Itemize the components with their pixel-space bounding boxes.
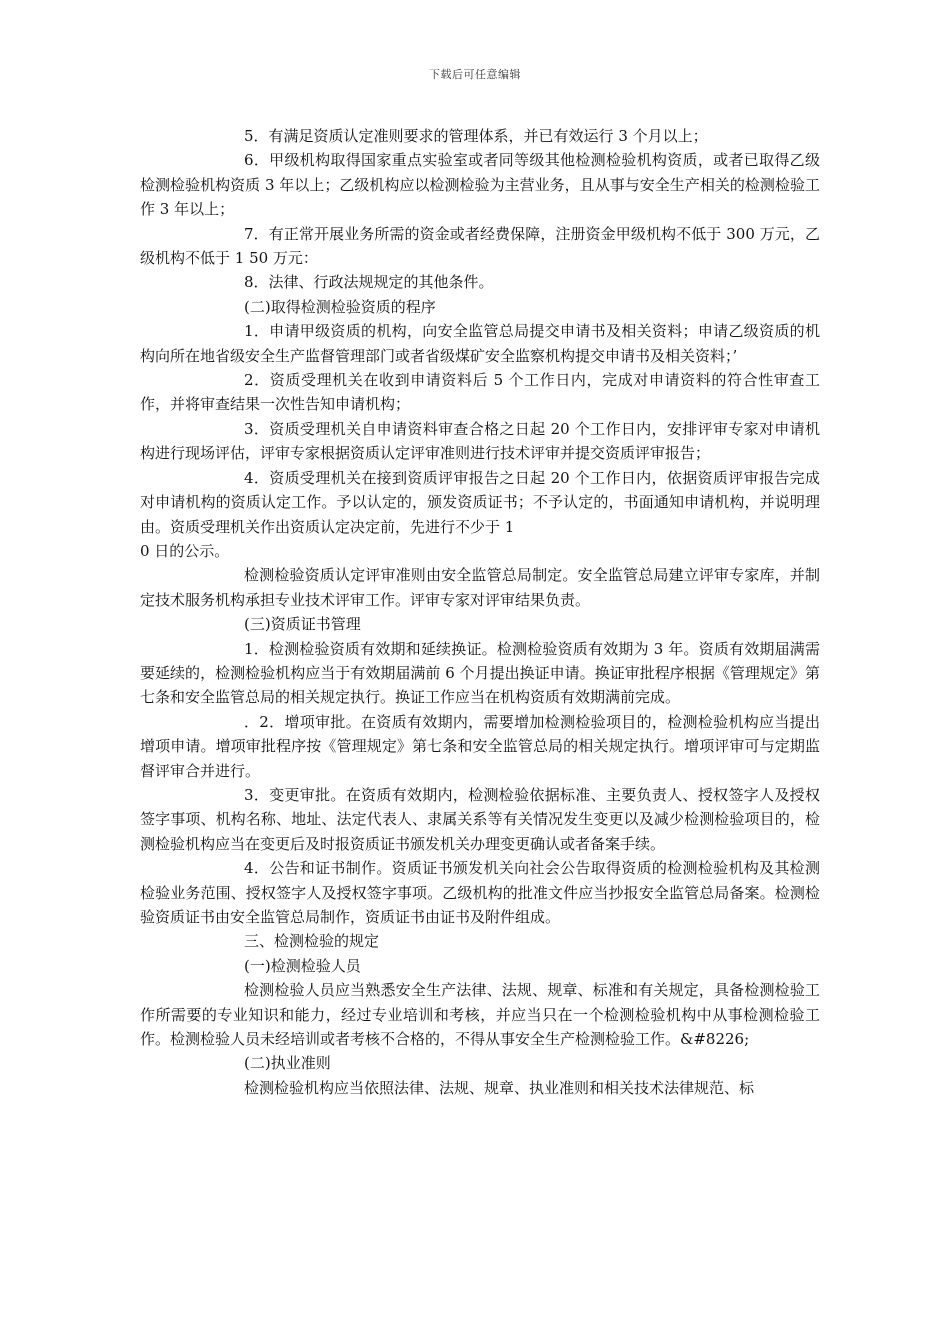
paragraph: 6．甲级机构取得国家重点实验室或者同等级其他检测检验机构资质，或者已取得乙级检测检验机构资质 3 年以上；乙级机构应以检测检验为主营业务，且从事与安全生产相关的检测检验工作 3 年以上； [140, 151, 820, 219]
paragraph: 7．有正常开展业务所需的资金或者经费保障，注册资金甲级机构不低于 300 万元，乙级机构不低于 1 50 万元： [140, 224, 820, 268]
paragraph: 3．资质受理机关自申请资料审查合格之日起 20 个工作日内，安排评审专家对申请机构进行现场评估，评审专家根据资质认定评审准则进行技术评审并提交资质评审报告； [140, 419, 820, 463]
paragraph: 检测检验人员应当熟悉安全生产法律、法规、规章、标准和有关规定，具备检测检验工作所需要的专业知识和能力，经过专业培训和考核，并应当只在一个检测检验机构中从事检测检验工作。检测检验人员未经培训或者考核不合格的，不得从事安全生产检测检验工作。&#8226; [140, 981, 820, 1049]
paragraph: 4．公告和证书制作。资质证书颁发机关向社会公告取得资质的检测检验机构及其检测检验业务范围、授权签字人及授权签字事项。乙级机构的批准文件应当抄报安全监管总局备案。检测检验资质证书由安全监管总局制作，资质证书由证书及附件组成。 [140, 859, 820, 926]
paragraph: ．2．增项审批。在资质有效期内，需要增加检测检验项目的，检测检验机构应当提出增项申请。增项审批程序按《管理规定》第七条和安全监管总局的相关规定执行。增项评审可与定期监督评审合并进行。 [140, 712, 820, 780]
paragraph: 8．法律、行政法规规定的其他条件。 [244, 273, 494, 292]
paragraph: (一)检测检验人员 [244, 956, 361, 975]
paragraph: 检测检验资质认定评审准则由安全监管总局制定。安全监管总局建立评审专家库，并制定技术服务机构承担专业技术评审工作。评审专家对评审结果负责。 [140, 566, 820, 609]
paragraph: 4．资质受理机关在接到资质评审报告之日起 20 个工作日内，依据资质评审报告完成对申请机构的资质认定工作。予以认定的，颁发资质证书；不予认定的，书面通知申请机构，并说明理由。资质受理机关作出资质认定决定前，先进行不少于 1 [140, 468, 820, 536]
paragraph: (三)资质证书管理 [244, 615, 361, 634]
paragraph: (二)执业准则 [244, 1054, 331, 1073]
paragraph: 0 日的公示。 [140, 541, 230, 560]
paragraph: (二)取得检测检验资质的程序 [244, 297, 436, 316]
paragraph: 2．资质受理机关在收到申请资料后 5 个工作日内，完成对申请资料的符合性审查工作，并将审查结果一次性告知申请机构； [140, 371, 820, 414]
paragraph: 1．检测检验资质有效期和延续换证。检测检验资质有效期为 3 年。资质有效期届满需要延续的，检测检验机构应当于有效期届满前 6 个月提出换证申请。换证审批程序根据《管理规定》第七条和安全监管总局的相关规定执行。换证工作应当在机构资质有效期满前完成。 [140, 639, 820, 707]
document-body [140, 124, 820, 1100]
paragraph: 三、检测检验的规定 [244, 932, 380, 951]
page-header: 下载后可任意编辑 [429, 68, 521, 81]
paragraph: 3．变更审批。在资质有效期内，检测检验依据标准、主要负责人、授权签字人及授权签字事项、机构名称、地址、法定代表人、隶属关系等有关情况发生变更以及减少检测检验项目的，检测检验机构应当在变更后及时报资质证书颁发机关办理变更确认或者备案手续。 [140, 785, 820, 853]
paragraph: 检测检验机构应当依照法律、法规、规章、执业准则和相关技术法律规范、标 [244, 1078, 755, 1097]
paragraph: 5．有满足资质认定准则要求的管理体系，并已有效运行 3 个月以上； [244, 127, 708, 145]
paragraph: 1．申请甲级资质的机构，向安全监管总局提交申请书及相关资料；申请乙级资质的机构向所在地省级安全生产监督管理部门或者省级煤矿安全监察机构提交申请书及相关资料；’ [140, 322, 820, 365]
